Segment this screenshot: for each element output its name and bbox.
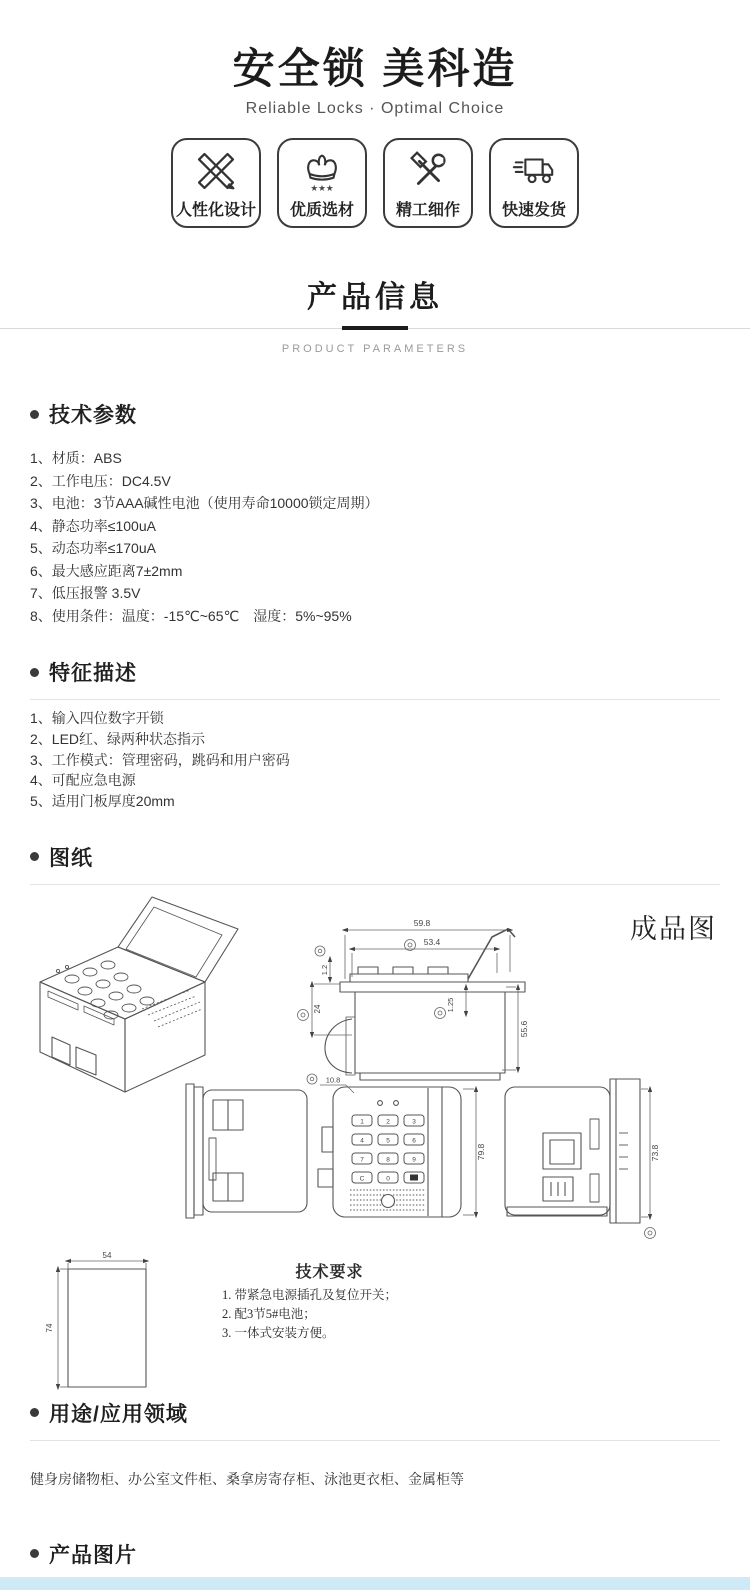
tech-requirement-item: 2. 配3节5#电池； (222, 1306, 316, 1321)
key-enter-square (410, 1174, 418, 1180)
bullet-icon (30, 852, 39, 861)
svg-text:74: 74 (45, 1323, 54, 1333)
led-indicator (378, 1101, 383, 1106)
bullet-icon (30, 668, 39, 677)
svg-text:7: 7 (360, 1156, 364, 1164)
section-applications (0, 1398, 750, 1489)
product-info-title: 产品信息 (307, 281, 443, 314)
bullet-icon (30, 1408, 39, 1417)
section-drawings (0, 842, 750, 1392)
section-title: 产品图片 (49, 1543, 137, 1567)
finished-product-label: 成品图 (630, 913, 717, 944)
footer-color-bar (0, 1577, 750, 1590)
section-product-images (0, 1539, 750, 1582)
badge-fast-shipping (489, 138, 579, 228)
svg-text:1.25: 1.25 (446, 997, 455, 1013)
section-tech-params (0, 399, 750, 627)
svg-text:10.8: 10.8 (325, 1075, 341, 1085)
side-view-dimensions (298, 930, 519, 1070)
divider-line (30, 1440, 720, 1441)
svg-text:9: 9 (412, 1156, 416, 1164)
section-title: 技术参数 (49, 404, 137, 427)
led-indicator (394, 1101, 399, 1106)
feature-badges (0, 138, 750, 228)
svg-text:3: 3 (412, 1118, 416, 1126)
tech-requirement-item: 3. 一体式安装方便。 (222, 1325, 335, 1340)
section-title: 图纸 (49, 846, 93, 870)
svg-text:4: 4 (360, 1137, 364, 1145)
badge-quality-material (277, 138, 367, 228)
spec-item: 7、低压报警 3.5V (30, 585, 141, 601)
technical-drawing-area (0, 887, 750, 1392)
product-info-subtitle-en: PRODUCT PARAMETERS (281, 343, 469, 355)
tech-requirement-item: 1. 带紧急电源插孔及复位开关； (222, 1287, 398, 1302)
badge-label: 人性化设计 (175, 202, 256, 219)
section-features (0, 657, 750, 812)
divider-line (30, 699, 720, 700)
tech-requirements-title: 技术要求 (295, 1263, 364, 1281)
spec-item: 6、最大感应距离7±2mm (30, 562, 183, 579)
tools-icon (405, 147, 451, 195)
right-side-view (505, 1079, 640, 1223)
divider-line (30, 884, 720, 885)
feature-list (30, 708, 720, 812)
svg-text:5: 5 (386, 1137, 390, 1145)
cutout-dimensions (58, 1261, 146, 1387)
header (0, 0, 750, 118)
svg-text:2: 2 (386, 1118, 390, 1126)
tech-requirements-block (222, 1259, 437, 1343)
handle-foot (52, 1037, 70, 1065)
spec-list (30, 447, 720, 627)
applications-text: 健身房储物柜、办公室文件柜、桑拿房寄存柜、泳池更衣柜、金属柜等 (30, 1470, 464, 1487)
section-heading-applications (30, 1398, 720, 1428)
svg-text:C: C (359, 1175, 365, 1183)
svg-text:0: 0 (386, 1175, 390, 1183)
section-heading-drawings (30, 842, 720, 872)
svg-text:54: 54 (102, 1250, 112, 1260)
side-section-view (325, 929, 525, 1080)
front-view (318, 1087, 461, 1217)
feature-item: 1、输入四位数字开锁 (30, 710, 164, 726)
section-heading-product-images (30, 1539, 720, 1569)
feature-item: 3、工作模式：管理密码，跳码和用户密码 (30, 751, 290, 768)
spec-item: 3、电池：3节AAA碱性电池（使用寿命10000锁定周期） (30, 495, 379, 511)
left-side-view (186, 1084, 307, 1218)
spec-item: 5、动态功率≤170uA (30, 540, 156, 556)
svg-text:59.8: 59.8 (413, 917, 431, 928)
bullet-icon (30, 1549, 39, 1558)
keypad-labels (360, 1118, 417, 1182)
right-view-dim-label: 73.8 (650, 1144, 660, 1162)
feature-item: 4、可配应急电源 (30, 772, 136, 789)
truck-icon (511, 147, 557, 195)
section-title: 特征描述 (49, 662, 137, 685)
svg-text:1: 1 (360, 1118, 364, 1126)
feature-item: 2、LED红、绿两种状态指示 (30, 730, 206, 747)
svg-text:53.4: 53.4 (423, 936, 441, 947)
section-heading-tech-params (30, 399, 720, 429)
badge-humanized-design (171, 138, 261, 228)
svg-text:1.2: 1.2 (320, 964, 329, 976)
grille-button (382, 1194, 395, 1207)
svg-text:★★★: ★★★ (310, 183, 334, 194)
section-title: 用途/应用领域 (49, 1402, 188, 1426)
product-info-banner (0, 272, 750, 355)
svg-text:79.8: 79.8 (476, 1143, 486, 1161)
badge-label: 快速发货 (501, 202, 566, 219)
thick-underline (342, 326, 408, 330)
svg-text:55.6: 55.6 (519, 1020, 529, 1038)
badge-label: 精工细作 (395, 202, 460, 219)
svg-text:8: 8 (386, 1156, 390, 1164)
spec-item: 4、静态功率≤100uA (30, 517, 156, 534)
section-heading-features (30, 657, 720, 687)
spec-item: 8、使用条件：温度：-15℃~65℃ 湿度：5%~95% (30, 607, 352, 624)
cutout-dim-labels (45, 1251, 112, 1332)
page-subtitle: Reliable Locks · Optimal Choice (245, 100, 505, 117)
crown-icon (299, 147, 345, 195)
page-title: 安全锁 美科造 (232, 45, 518, 92)
badge-label: 优质选材 (289, 202, 354, 219)
isometric-view (40, 897, 238, 1092)
bullet-icon (30, 410, 39, 419)
feature-item: 5、适用门板厚度20mm (30, 793, 175, 810)
cutout-view (68, 1269, 146, 1387)
right-view-dimensions (641, 1089, 656, 1239)
spec-item: 2、工作电压：DC4.5V (30, 472, 171, 489)
svg-text:6: 6 (412, 1137, 416, 1145)
title-rule (0, 326, 750, 331)
svg-text:24: 24 (313, 1004, 322, 1014)
badge-fine-workmanship (383, 138, 473, 228)
ruler-pencil-icon (193, 147, 239, 195)
spec-item: 1、材质：ABS (30, 450, 122, 466)
